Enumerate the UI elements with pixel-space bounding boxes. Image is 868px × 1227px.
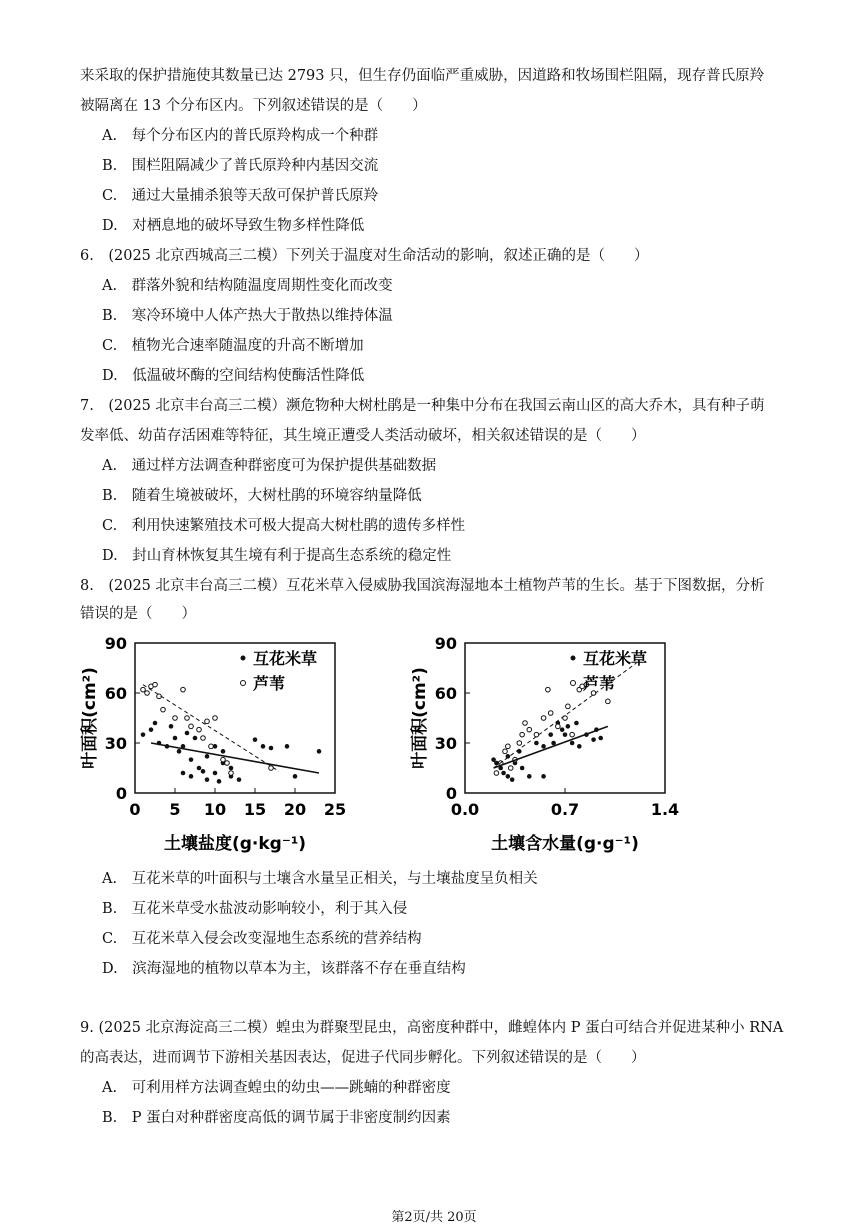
data-point-filled [237, 777, 242, 782]
y-tick-label: 30 [434, 734, 457, 753]
x-tick-label: 0.7 [550, 800, 580, 819]
y-tick-label: 30 [104, 734, 127, 753]
data-point-filled [213, 771, 218, 776]
data-point-open [197, 727, 202, 732]
data-point-open [527, 727, 532, 732]
data-point-filled [293, 774, 298, 779]
text-line: B. P 蛋白对种群密度高低的调节属于非密度制约因素 [102, 1110, 451, 1126]
text-line: A. 互花米草的叶面积与土壤含水量呈正相关，与土壤盐度呈负相关 [102, 871, 538, 887]
data-point-open [508, 766, 513, 771]
data-point-filled [189, 774, 194, 779]
data-point-filled [527, 774, 532, 779]
y-tick-label: 90 [434, 634, 457, 653]
page-footer: 第2页/共 20页 [391, 1210, 477, 1225]
text-line: A. 群落外貌和结构随温度周期性变化而改变 [102, 278, 393, 294]
trend-line-solid [151, 743, 319, 773]
legend-label: 芦苇 [253, 674, 286, 693]
data-point-open [269, 766, 274, 771]
y-tick-label: 60 [434, 684, 457, 703]
text-line: 9. (2025 北京海淀高三二模）蝗虫为群聚型昆虫，高密度种群中，雌蝗体内 P 蛋白可结合并促进某种小 RNA [80, 1020, 784, 1036]
data-point-open [556, 724, 561, 729]
y-tick-label: 60 [104, 684, 127, 703]
y-axis-label: 叶面积(cm²) [80, 667, 100, 769]
data-point-open [534, 732, 539, 737]
data-point-filled [201, 769, 206, 774]
text-line: 来采取的保护措施使其数量已达 2793 只，但生存仍面临严重威胁，因道路和牧场围栏阻隔，现存普氏原羚 [80, 68, 765, 84]
data-point-open [517, 741, 522, 746]
data-point-filled [205, 754, 210, 759]
text-line: D. 低温破坏酶的空间结构使酶活性降低 [102, 368, 365, 384]
y-axis-label: 叶面积(cm²) [410, 667, 430, 769]
legend-label: 互花米草 [253, 649, 318, 668]
text-line: B. 寒冷环境中人体产热大于散热以维持体温 [102, 308, 393, 324]
legend-label: 互花米草 [583, 649, 648, 668]
data-point-filled [570, 741, 575, 746]
data-point-filled [253, 737, 258, 742]
x-tick-label: 15 [243, 800, 267, 819]
data-point-open [209, 744, 214, 749]
data-point-filled [189, 757, 194, 762]
y-tick-label: 90 [104, 634, 127, 653]
legend-marker-open [571, 681, 576, 686]
text-line: 错误的是（ ） [80, 606, 196, 622]
data-point-filled [197, 766, 202, 771]
data-point-filled [566, 724, 571, 729]
chart-salinity [70, 628, 360, 858]
data-point-open [520, 732, 525, 737]
data-point-open [570, 732, 575, 737]
data-point-open [523, 721, 528, 726]
data-point-open [541, 716, 546, 721]
data-point-open [189, 724, 194, 729]
data-point-filled [501, 771, 506, 776]
data-point-filled [229, 766, 234, 771]
data-point-filled [217, 779, 222, 784]
text-line: B. 互花米草受水盐波动影响较小，利于其入侵 [102, 901, 408, 917]
data-point-filled [193, 736, 198, 741]
data-point-open [185, 716, 190, 721]
legend-marker-filled [571, 656, 576, 661]
text-line: B. 随着生境被破坏，大树杜鹃的环境容纳量降低 [102, 488, 422, 504]
data-point-filled [153, 721, 158, 726]
data-point-open [506, 744, 511, 749]
data-point-open [153, 682, 158, 687]
data-point-open [205, 719, 210, 724]
x-axis-label: 土壤盐度(g·kg⁻¹) [163, 834, 307, 854]
data-point-open [546, 687, 551, 692]
data-point-open [213, 716, 218, 721]
text-line: D. 对栖息地的破坏导致生物多样性降低 [102, 218, 365, 234]
x-tick-label: 0 [129, 800, 141, 819]
data-point-filled [520, 766, 525, 771]
data-point-open [221, 757, 226, 762]
data-point-filled [591, 737, 596, 742]
data-point-filled [541, 744, 546, 749]
data-point-filled [574, 721, 579, 726]
text-line: D. 封山育林恢复其生境有利于提高生态系统的稳定性 [102, 548, 452, 564]
data-point-filled [261, 744, 266, 749]
data-point-open [141, 687, 146, 692]
data-point-filled [548, 732, 553, 737]
data-point-filled [269, 746, 274, 751]
y-tick-label: 0 [115, 784, 127, 803]
data-point-filled [510, 777, 515, 782]
data-point-filled [541, 774, 546, 779]
text-line: C. 通过大量捕杀狼等天敌可保护普氏原羚 [102, 188, 379, 204]
data-point-open [606, 699, 611, 704]
data-point-open [566, 704, 571, 709]
legend-marker-filled [241, 656, 246, 661]
text-line: B. 围栏阻隔减少了普氏原羚种内基因交流 [102, 158, 379, 174]
data-point-filled [149, 727, 154, 732]
data-point-filled [317, 749, 322, 754]
data-point-open [229, 771, 234, 776]
text-line: C. 植物光合速率随温度的升高不断增加 [102, 338, 364, 354]
data-point-filled [560, 727, 565, 732]
data-point-filled [205, 777, 210, 782]
data-point-open [225, 761, 230, 766]
data-point-filled [221, 749, 226, 754]
text-line: A. 每个分布区内的普氏原羚构成一个种群 [102, 128, 379, 144]
text-line: 被隔离在 13 个分布区内。下列叙述错误的是（ ） [80, 98, 427, 114]
data-point-filled [551, 741, 556, 746]
data-point-filled [534, 741, 539, 746]
x-tick-label: 0.0 [450, 800, 480, 819]
text-line: C. 互花米草入侵会改变湿地生态系统的营养结构 [102, 931, 422, 947]
data-point-open [548, 711, 553, 716]
x-tick-label: 10 [203, 800, 227, 819]
data-point-filled [563, 732, 568, 737]
legend-label: 芦苇 [583, 674, 616, 693]
data-point-filled [177, 749, 182, 754]
data-point-filled [173, 736, 178, 741]
data-point-open [201, 736, 206, 741]
x-axis-label: 土壤含水量(g·g⁻¹) [491, 834, 639, 854]
data-point-open [161, 707, 166, 712]
data-point-open [173, 716, 178, 721]
text-line: C. 利用快速繁殖技术可极大提高大树杜鹃的遗传多样性 [102, 518, 466, 534]
data-point-filled [181, 771, 186, 776]
x-tick-label: 20 [283, 800, 307, 819]
data-point-open [503, 749, 508, 754]
text-line: 发率低、幼苗存活困难等特征，其生境正遭受人类活动破坏，相关叙述错误的是（ ） [80, 428, 646, 444]
data-point-open [181, 687, 186, 692]
text-line: A. 可利用样方法调查蝗虫的幼虫——跳蝻的种群密度 [102, 1080, 451, 1096]
y-tick-label: 0 [445, 784, 457, 803]
trend-line-dashed [143, 685, 279, 772]
text-line: A. 通过样方法调查种群密度可为保护提供基础数据 [102, 458, 437, 474]
text-line: 8. (2025 北京丰台高三二模）互花米草入侵威胁我国滨海湿地本土植物芦苇的生长。基于下图数据，分析 [80, 578, 765, 594]
data-point-filled [598, 736, 603, 741]
text-line: 6. (2025 北京西城高三二模）下列关于温度对生命活动的影响，叙述正确的是（ ） [80, 248, 649, 264]
text-line: 的高表达，进而调节下游相关基因表达，促进子代同步孵化。下列叙述错误的是（ ） [80, 1050, 646, 1066]
data-point-filled [577, 744, 582, 749]
x-tick-label: 1.4 [650, 800, 680, 819]
legend-marker-open [241, 681, 246, 686]
data-point-filled [169, 724, 174, 729]
text-line: D. 滨海湿地的植物以草本为主，该群落不存在垂直结构 [102, 961, 466, 977]
data-point-filled [506, 774, 511, 779]
data-point-open [494, 771, 499, 776]
x-tick-label: 25 [323, 800, 347, 819]
x-tick-label: 5 [169, 800, 181, 819]
data-point-filled [285, 744, 290, 749]
data-point-open [145, 691, 150, 696]
data-point-filled [185, 731, 190, 736]
chart-water-content [400, 628, 700, 858]
text-line: 7. (2025 北京丰台高三二模）濒危物种大树杜鹃是一种集中分布在我国云南山区的高大乔木，具有种子萌 [80, 398, 765, 414]
data-point-filled [141, 732, 146, 737]
